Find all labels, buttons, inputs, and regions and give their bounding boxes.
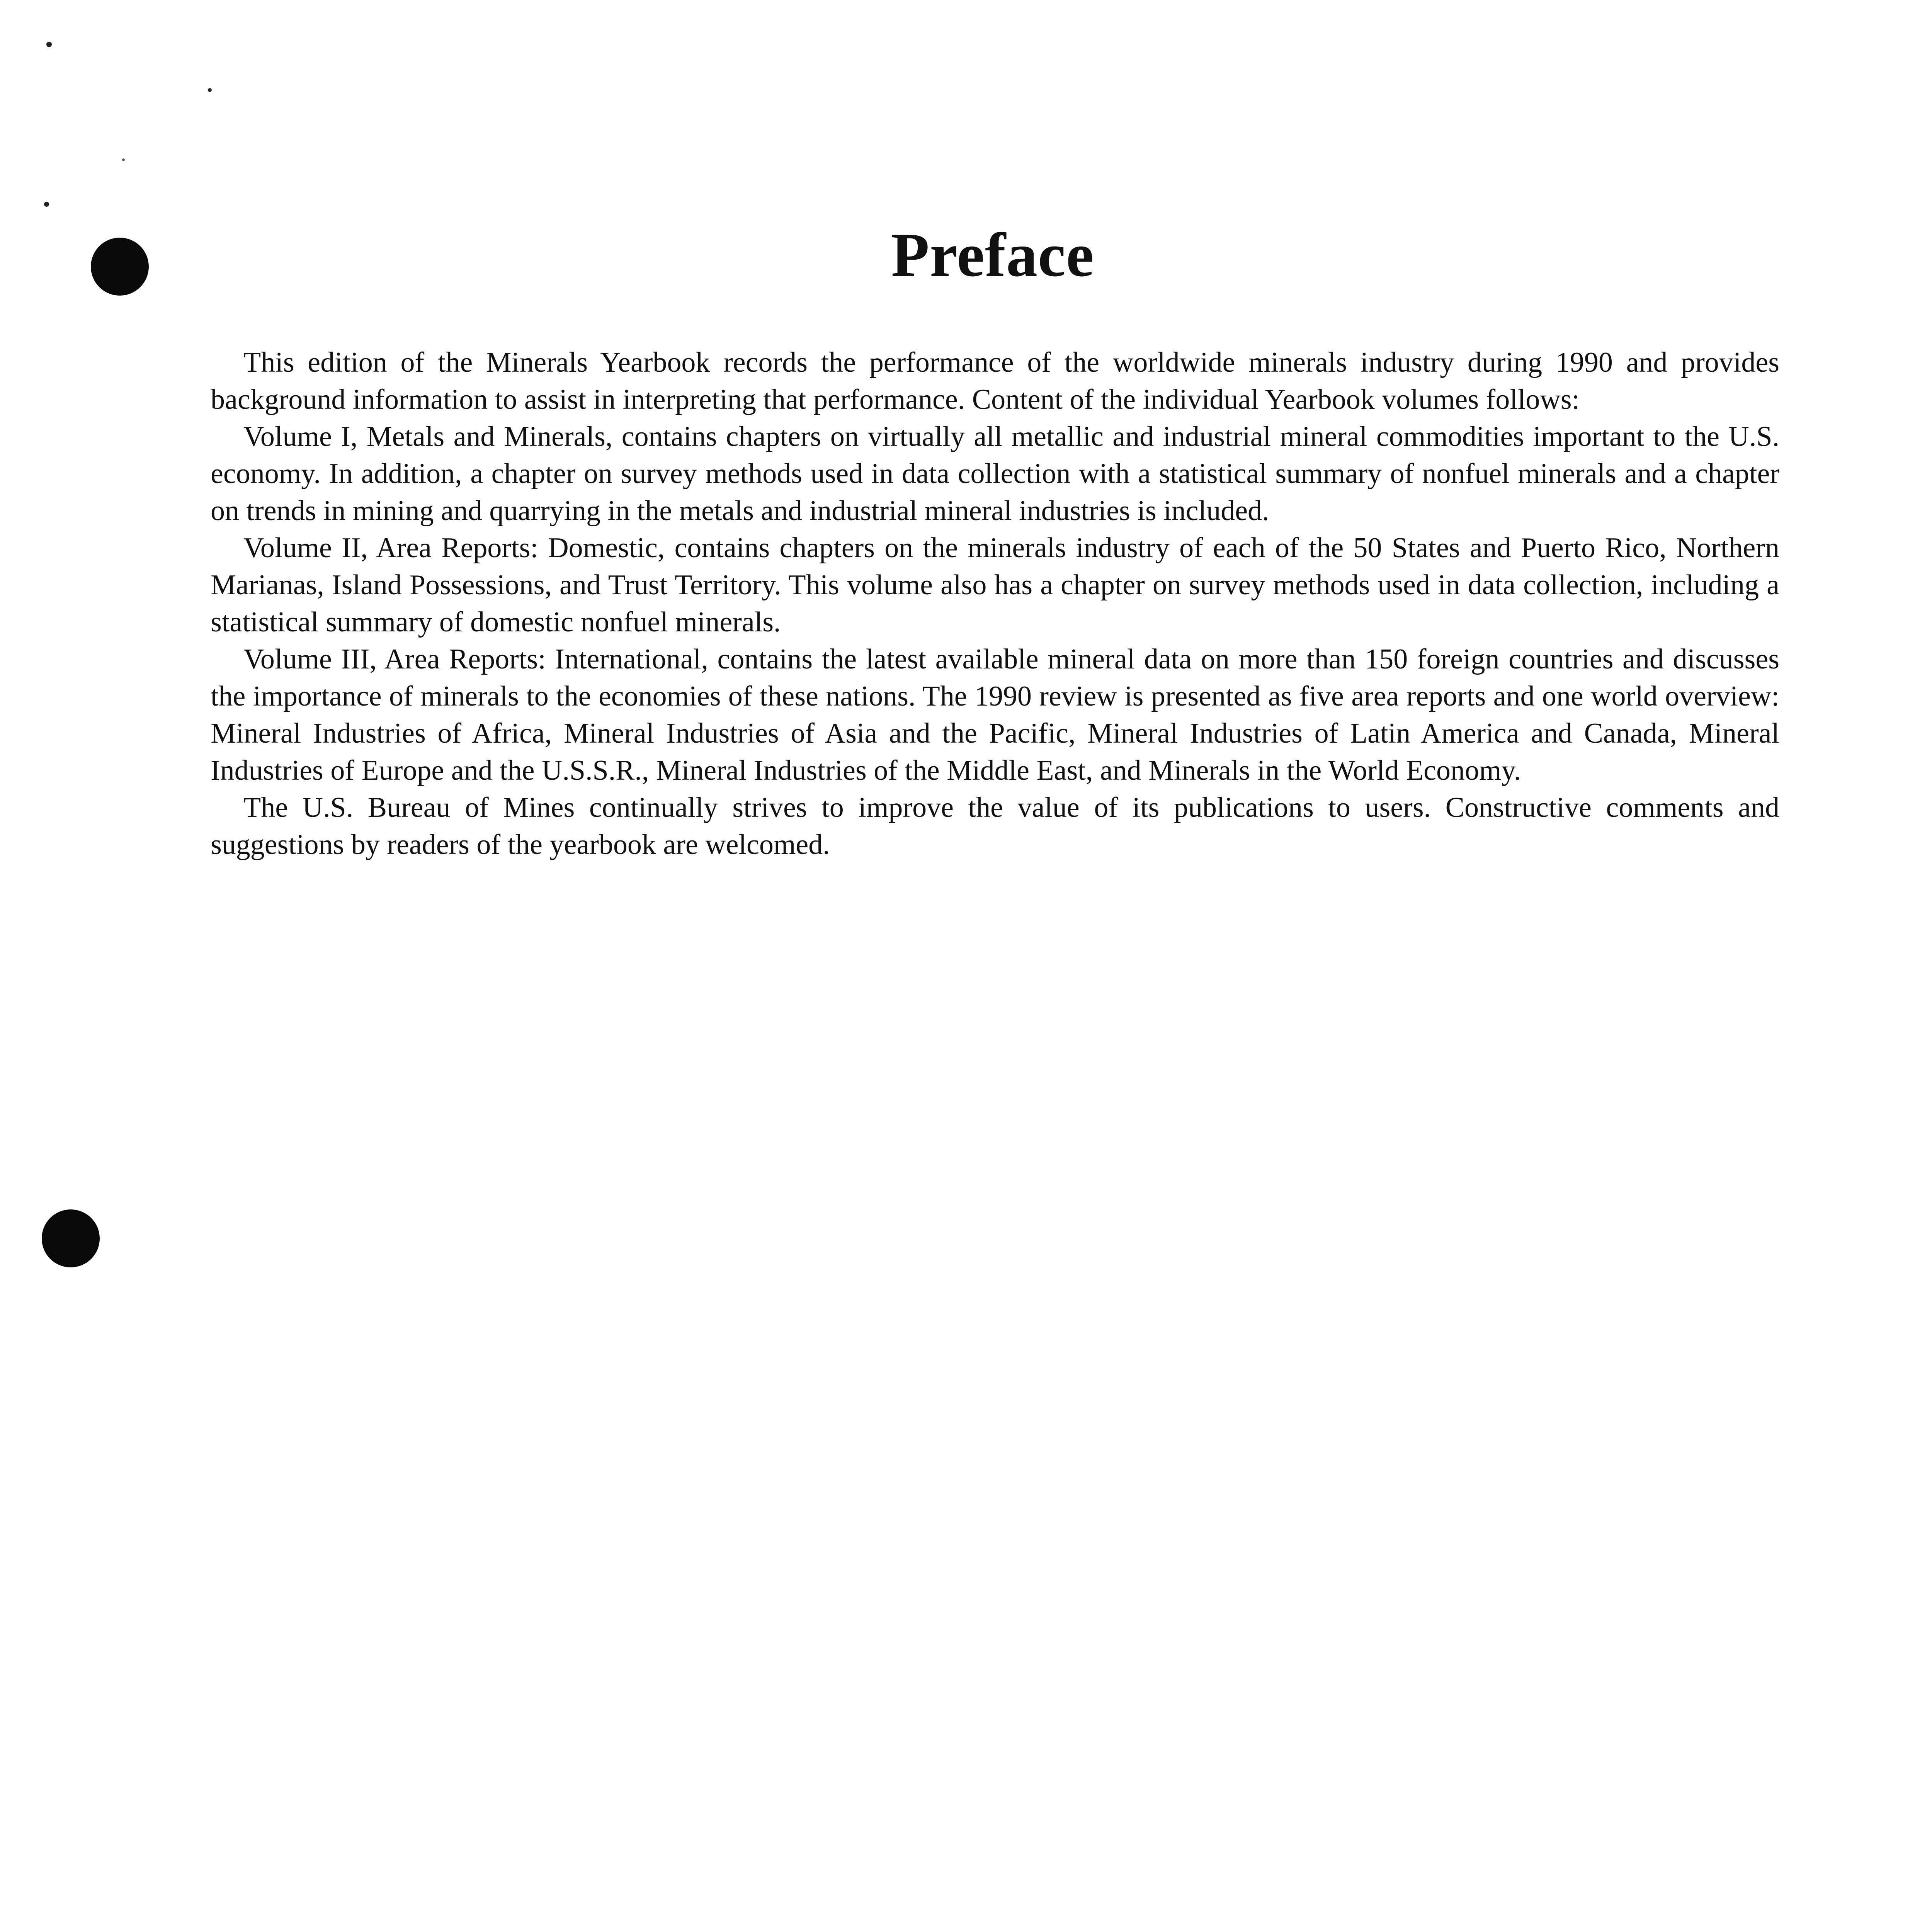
paragraph-intro: This edition of the Minerals Yearbook records the performance of the worldwide minerals industry during 1990 and provides background information to assist in interpreting that performance. Content of the individual Yearbook volumes follows: bbox=[211, 347, 1779, 415]
preface-body bbox=[211, 344, 1779, 863]
page-title: Preface bbox=[891, 221, 1094, 290]
scan-speck bbox=[208, 88, 212, 92]
punch-hole-middle bbox=[42, 1209, 100, 1267]
scan-speck bbox=[46, 42, 52, 47]
paragraph-volume-3: Volume III, Area Reports: International, contains the latest available mineral data on more than 150 foreign countries and discusses the importance of minerals to the economies of these nations. The 1990 review is presented as five area reports and one world overview: Mineral Industries of Africa, Mineral Industries of Asia and the Pacific, Mineral Industries of Latin America and Canada, Mineral Industries of Europe and the U.S.S.R., Mineral Industries of the Middle East, and Minerals in the World Economy. bbox=[211, 643, 1779, 786]
scan-speck bbox=[122, 158, 125, 161]
paragraph-volume-2: Volume II, Area Reports: Domestic, contains chapters on the minerals industry of each of the 50 States and Puerto Rico, Northern Marianas, Island Possessions, and Trust Territory. This volume also has a chapter on survey methods used in data collection, including a statistical summary of domestic nonfuel minerals. bbox=[211, 532, 1779, 638]
paragraph-volume-1: Volume I, Metals and Minerals, contains chapters on virtually all metallic and industrial mineral commodities important to the U.S. economy. In addition, a chapter on survey methods used in data collection with a statistical summary of nonfuel minerals and a chapter on trends in mining and quarrying in the metals and industrial mineral industries is included. bbox=[211, 421, 1779, 527]
paragraph-closing: The U.S. Bureau of Mines continually strives to improve the value of its publications to users. Constructive comments and suggestions by readers of the yearbook are welcomed. bbox=[211, 792, 1779, 861]
scan-speck bbox=[44, 202, 49, 207]
